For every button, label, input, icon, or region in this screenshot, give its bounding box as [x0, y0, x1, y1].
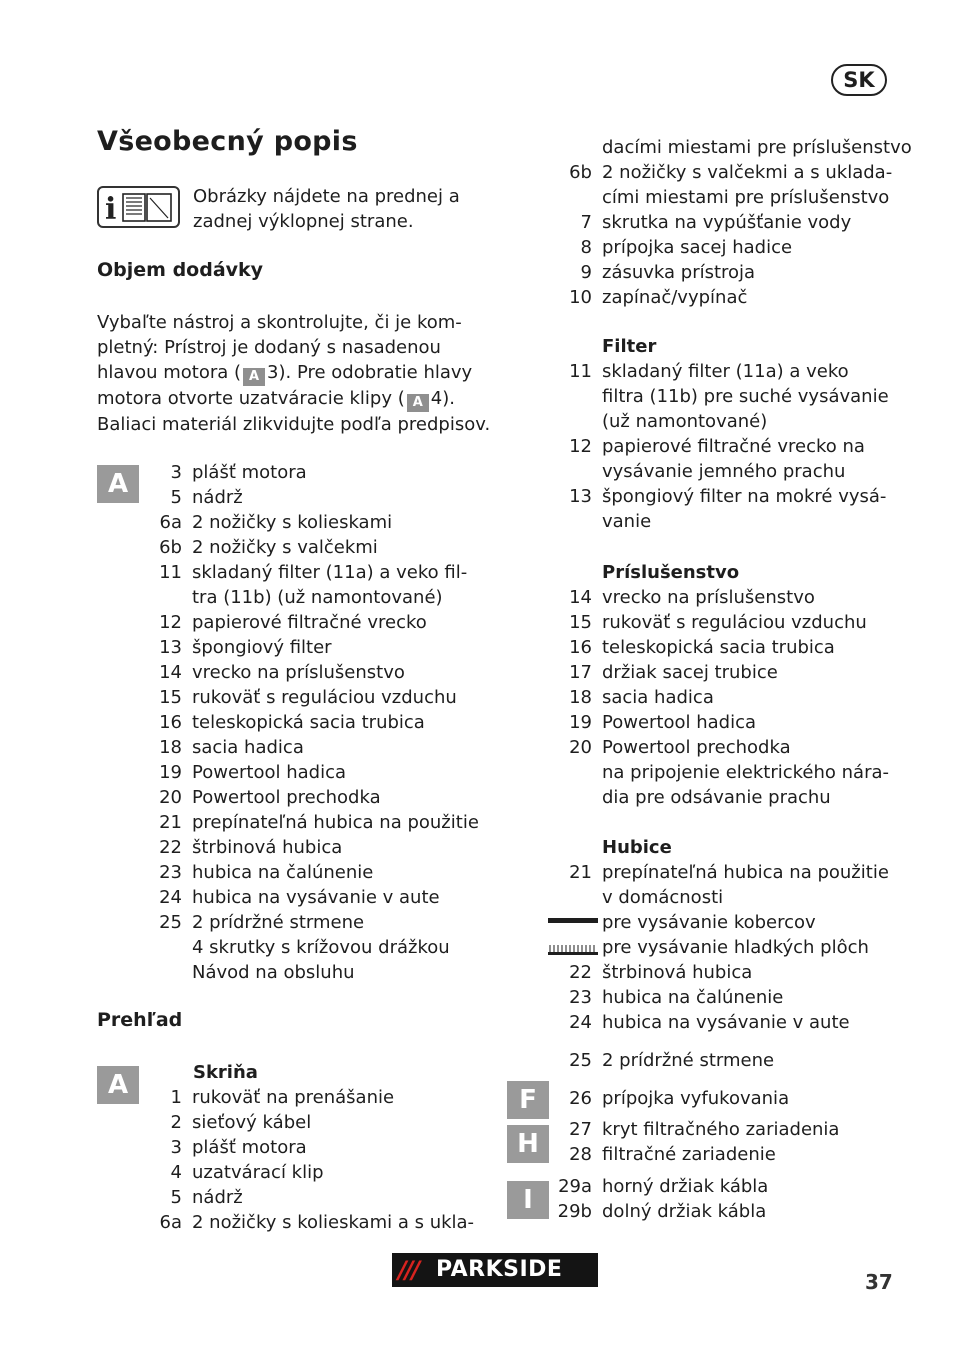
delivery-item: [140, 660, 500, 685]
housing-subheading: Skriňa: [193, 1062, 258, 1083]
nozzle-item: [550, 885, 910, 910]
cable-holder-item: [550, 1199, 910, 1224]
delivery-item: [140, 935, 500, 960]
delivery-item-text: plášť motora: [192, 462, 307, 483]
nozzle-item-text: štrbinová hubica: [602, 962, 753, 983]
nozzle-item-number: 24: [569, 1012, 592, 1033]
filter-device-item-number: 28: [569, 1144, 592, 1165]
cable-holder-list: [550, 1174, 910, 1224]
nozzle-item-number: 21: [569, 862, 592, 883]
delivery-item-text: rukoväť s reguláciou vzduchu: [192, 687, 457, 708]
housing-item-text: 2 nožičky s kolieskami a s ukla-: [192, 1212, 475, 1233]
accessory-item: [550, 585, 910, 610]
housing-item-number: 6a: [159, 1212, 182, 1233]
nozzle-item-number: 22: [569, 962, 592, 983]
cable-holder-item-text: dolný držiak kábla: [602, 1201, 767, 1222]
delivery-item-text: 2 nožičky s kolieskami: [192, 512, 393, 533]
housing-item-number: 4: [170, 1162, 182, 1183]
delivery-item: [140, 710, 500, 735]
filter-item-text: vysávanie jemného prachu: [602, 461, 846, 482]
filter-device-item-number: 27: [569, 1119, 592, 1140]
delivery-item-number: 23: [159, 862, 182, 883]
figure-ref-a: A: [407, 394, 429, 412]
accessory-item-text: vrecko na príslušenstvo: [602, 587, 815, 608]
delivery-item: [140, 960, 500, 985]
filter-item-number: 12: [569, 436, 592, 457]
delivery-item: [140, 560, 500, 585]
accessory-item: [550, 610, 910, 635]
housing-cont-item: [550, 260, 910, 285]
delivery-item-number: 19: [159, 762, 182, 783]
figure-label-h: H: [507, 1125, 549, 1163]
accessory-item: [550, 785, 910, 810]
filter-item-number: 11: [569, 361, 592, 382]
housing-item: [140, 1160, 500, 1185]
cable-holder-item-number: 29a: [558, 1176, 592, 1197]
delivery-item: [140, 760, 500, 785]
accessory-item-text: dia pre odsávanie prachu: [602, 787, 831, 808]
housing-cont-item-number: 7: [580, 212, 592, 233]
housing-item-text: rukoväť na prenášanie: [192, 1087, 395, 1108]
delivery-item-number: 6a: [159, 512, 182, 533]
delivery-item: [140, 860, 500, 885]
info-icon: [97, 186, 180, 228]
nozzle-item-number: 23: [569, 987, 592, 1008]
housing-item-text: uzatvárací klip: [192, 1162, 324, 1183]
housing-cont-item: [550, 285, 910, 310]
nozzles-list-2: [550, 960, 910, 1035]
delivery-item-text: Návod na obsluhu: [192, 962, 355, 983]
delivery-item-number: 25: [159, 912, 182, 933]
delivery-item-number: 13: [159, 637, 182, 658]
accessory-item-text: držiak sacej trubice: [602, 662, 778, 683]
filter-item-text: papierové filtračné vrecko na: [602, 436, 865, 457]
nozzles-heading: Hubice: [602, 837, 672, 858]
filter-item-text: skladaný filter (11a) a veko: [602, 361, 849, 382]
figure-label-a: A: [97, 465, 139, 503]
filter-item: [550, 434, 910, 459]
accessory-item-text: Powertool hadica: [602, 712, 757, 733]
filter-list: [550, 359, 910, 534]
carpet-mode-icon: [548, 918, 598, 923]
nozzles-list: [550, 860, 910, 910]
accessory-item: [550, 760, 910, 785]
delivery-item-text: vrecko na príslušenstvo: [192, 662, 405, 683]
accessory-item-text: Powertool prechodka: [602, 737, 791, 758]
housing-item-number: 5: [170, 1187, 182, 1208]
housing-cont-item-text: skrutka na vypúšťanie vody: [602, 212, 852, 233]
delivery-item-number: 22: [159, 837, 182, 858]
hard-floor-mode-text: pre vysávanie hladkých plôch: [602, 937, 869, 958]
delivery-item-text: Powertool prechodka: [192, 787, 381, 808]
svg-text:i: i: [105, 192, 117, 226]
page-title: Všeobecný popis: [97, 126, 358, 157]
accessory-item-number: 17: [569, 662, 592, 683]
delivery-item-number: 12: [159, 612, 182, 633]
language-badge: SK: [831, 64, 887, 96]
housing-item: [140, 1135, 500, 1160]
cable-holder-item-number: 29b: [557, 1201, 592, 1222]
housing-cont-item-number: 10: [569, 287, 592, 308]
delivery-item-number: 5: [170, 487, 182, 508]
delivery-item: [140, 785, 500, 810]
accessory-item-number: 18: [569, 687, 592, 708]
housing-cont-item-number: 9: [580, 262, 592, 283]
housing-cont-item: [550, 235, 910, 260]
housing-cont-item-text: zásuvka prístroja: [602, 262, 756, 283]
delivery-item-number: 3: [170, 462, 182, 483]
accessories-heading: Príslušenstvo: [602, 562, 740, 583]
cable-holder-item-text: horný držiak kábla: [602, 1176, 769, 1197]
filter-item-text: (už namontované): [602, 411, 768, 432]
nozzle-item-text: v domácnosti: [602, 887, 724, 908]
accessory-item-number: 19: [569, 712, 592, 733]
delivery-item-number: 16: [159, 712, 182, 733]
info-text: Obrázky nájdete na prednej a zadnej výklopnej strane.: [193, 186, 460, 232]
accessory-item-number: 20: [569, 737, 592, 758]
delivery-item-number: 11: [159, 562, 182, 583]
housing-cont-item: [550, 160, 910, 185]
housing-list: [140, 1085, 500, 1235]
delivery-item-text: tra (11b) (už namontované): [192, 587, 443, 608]
delivery-item-number: 20: [159, 787, 182, 808]
housing-item: [140, 1185, 500, 1210]
housing-cont-item: [550, 135, 910, 160]
delivery-item: [140, 735, 500, 760]
nozzle-item-text: prepínateľná hubica na použitie: [602, 862, 889, 883]
item-25: 25 2 prídržné strmene: [569, 1050, 775, 1071]
accessory-item: [550, 660, 910, 685]
delivery-item-text: 4 skrutky s krížovou drážkou: [192, 937, 450, 958]
delivery-item: [140, 835, 500, 860]
cable-holder-item: [550, 1174, 910, 1199]
housing-cont-item: [550, 185, 910, 210]
overview-heading: Prehľad: [97, 1009, 183, 1031]
accessory-item: [550, 685, 910, 710]
housing-item-text: nádrž: [192, 1187, 243, 1208]
accessory-item-number: 16: [569, 637, 592, 658]
delivery-item-number: 24: [159, 887, 182, 908]
housing-item-number: 1: [170, 1087, 182, 1108]
housing-cont-item-text: 2 nožičky s valčekmi a s uklada-: [602, 162, 893, 183]
filter-item-text: filtra (11b) pre suché vysávanie: [602, 386, 889, 407]
delivery-item-number: 15: [159, 687, 182, 708]
delivery-item: [140, 485, 500, 510]
delivery-list: [140, 460, 500, 985]
delivery-item-text: hubica na vysávanie v aute: [192, 887, 440, 908]
nozzle-item: [550, 1010, 910, 1035]
filter-item: [550, 384, 910, 409]
delivery-item-text: hubica na čalúnenie: [192, 862, 374, 883]
delivery-item-number: 21: [159, 812, 182, 833]
delivery-item-text: špongiový filter: [192, 637, 332, 658]
delivery-item-text: prepínateľná hubica na použitie: [192, 812, 479, 833]
delivery-item: [140, 810, 500, 835]
delivery-item: [140, 635, 500, 660]
filter-device-item-text: filtračné zariadenie: [602, 1144, 776, 1165]
accessory-item: [550, 710, 910, 735]
housing-item-text: sieťový kábel: [192, 1112, 312, 1133]
delivery-item-text: Powertool hadica: [192, 762, 347, 783]
delivery-item: [140, 610, 500, 635]
accessories-list: [550, 585, 910, 810]
delivery-item: [140, 510, 500, 535]
delivery-item: [140, 910, 500, 935]
carpet-mode-text: pre vysávanie kobercov: [602, 912, 816, 933]
filter-item: [550, 359, 910, 384]
filter-item-text: vanie: [602, 511, 652, 532]
filter-item-number: 13: [569, 486, 592, 507]
delivery-item-text: skladaný filter (11a) a veko fil-: [192, 562, 468, 583]
accessory-item-text: na pripojenie elektrického nára-: [602, 762, 889, 783]
filter-device-list: [550, 1117, 910, 1167]
scope-paragraph: Vybaľte nástroj a skontrolujte, či je kom- pletný: Prístroj je dodaný s nasadenou hlavou motora ( A 3). Pre odobratie hlavy motora otvorte uzatváracie klipy ( A 4). Baliaci materiál zlikvidujte podľa predpisov.: [97, 312, 491, 435]
delivery-item-text: 2 nožičky s valčekmi: [192, 537, 378, 558]
housing-item-number: 2: [170, 1112, 182, 1133]
parkside-logo: /// PARKSIDE: [392, 1253, 598, 1287]
scope-heading: Objem dodávky: [97, 259, 264, 281]
filter-item: [550, 459, 910, 484]
nozzle-item-text: hubica na čalúnenie: [602, 987, 784, 1008]
housing-cont-item: [550, 210, 910, 235]
filter-heading: Filter: [602, 336, 657, 357]
housing-cont-item-text: prípojka sacej hadice: [602, 237, 793, 258]
delivery-item: [140, 885, 500, 910]
filter-item: [550, 484, 910, 509]
figure-label-f: F: [507, 1081, 549, 1119]
housing-cont-item-number: 8: [580, 237, 592, 258]
accessory-item-text: rukoväť s reguláciou vzduchu: [602, 612, 867, 633]
delivery-item: [140, 535, 500, 560]
housing-item: [140, 1085, 500, 1110]
item-26: 26 prípojka vyfukovania: [569, 1088, 790, 1109]
figure-label-i: I: [507, 1181, 549, 1219]
accessory-item-text: sacia hadica: [602, 687, 714, 708]
accessory-item: [550, 635, 910, 660]
housing-item: [140, 1210, 500, 1235]
delivery-item-text: nádrž: [192, 487, 243, 508]
page-number: 37: [865, 1270, 893, 1294]
logo-slashes-icon: ///: [398, 1256, 419, 1284]
nozzle-item: [550, 985, 910, 1010]
filter-device-item: [550, 1142, 910, 1167]
delivery-item-number: 18: [159, 737, 182, 758]
filter-item-text: špongiový filter na mokré vysá-: [602, 486, 887, 507]
housing-cont-item-text: dacími miestami pre príslušenstvo: [602, 137, 912, 158]
delivery-item-number: 14: [159, 662, 182, 683]
nozzle-item-text: hubica na vysávanie v aute: [602, 1012, 850, 1033]
housing-cont-item-text: cími miestami pre príslušenstvo: [602, 187, 890, 208]
housing-cont-item-text: zapínač/vypínač: [602, 287, 748, 308]
accessory-item-number: 15: [569, 612, 592, 633]
delivery-item-text: teleskopická sacia trubica: [192, 712, 425, 733]
nozzle-item: [550, 860, 910, 885]
filter-item: [550, 509, 910, 534]
filter-item: [550, 409, 910, 434]
accessory-item-text: teleskopická sacia trubica: [602, 637, 835, 658]
filter-device-item: [550, 1117, 910, 1142]
delivery-item: [140, 585, 500, 610]
delivery-item-text: 2 prídržné strmene: [192, 912, 365, 933]
accessory-item: [550, 735, 910, 760]
delivery-item: [140, 685, 500, 710]
figure-label-a-overview: A: [97, 1066, 139, 1104]
filter-device-item-text: kryt filtračného zariadenia: [602, 1119, 840, 1140]
delivery-item-text: sacia hadica: [192, 737, 304, 758]
housing-item-number: 3: [170, 1137, 182, 1158]
housing-item: [140, 1110, 500, 1135]
hard-floor-mode-icon: [548, 941, 600, 960]
figure-ref-a: A: [243, 368, 265, 386]
nozzle-item: [550, 960, 910, 985]
delivery-item-text: papierové filtračné vrecko: [192, 612, 427, 633]
housing-item-text: plášť motora: [192, 1137, 307, 1158]
delivery-item: [140, 460, 500, 485]
accessory-item-number: 14: [569, 587, 592, 608]
delivery-item-text: štrbinová hubica: [192, 837, 343, 858]
delivery-item-number: 6b: [159, 537, 182, 558]
housing-list-continued: [550, 135, 910, 310]
housing-cont-item-number: 6b: [569, 162, 592, 183]
